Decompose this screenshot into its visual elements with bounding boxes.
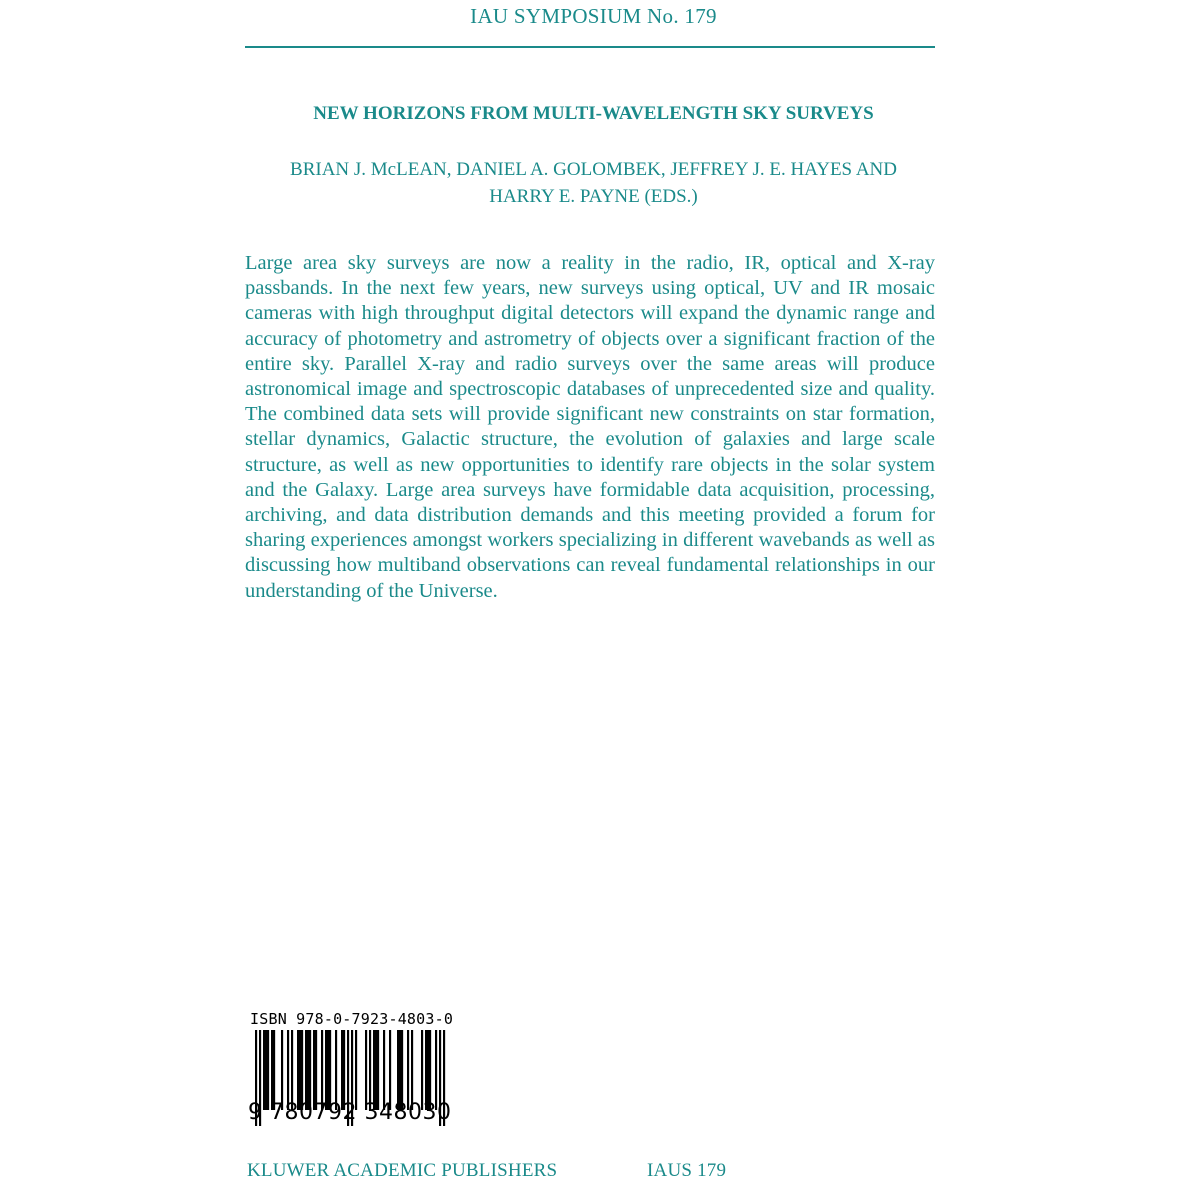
series-title: IAU SYMPOSIUM No. 179: [470, 4, 717, 28]
barcode-bar: [427, 1030, 429, 1110]
barcode-bar: [291, 1030, 293, 1110]
barcode-bar: [399, 1030, 401, 1110]
barcode-bar: [397, 1030, 399, 1110]
barcode-bar: [383, 1030, 385, 1110]
barcode-bar: [271, 1030, 273, 1110]
editors: [0, 156, 1187, 210]
editors-line-1: BRIAN J. McLEAN, DANIEL A. GOLOMBEK, JEFFREY J. E. HAYES AND: [290, 159, 897, 180]
barcode-bar: [307, 1030, 309, 1110]
barcode-bar: [281, 1030, 283, 1110]
barcode-bar: [327, 1030, 329, 1110]
barcode-bar: [355, 1030, 357, 1110]
barcode-bar: [407, 1030, 409, 1110]
barcode-bar: [421, 1030, 423, 1110]
barcode-bar: [377, 1030, 379, 1110]
barcode-bar: [389, 1030, 391, 1110]
barcode-bar: [267, 1030, 269, 1110]
barcode-bar: [265, 1030, 267, 1110]
barcode-bar: [343, 1030, 345, 1110]
publisher-name: KLUWER ACADEMIC PUBLISHERS: [247, 1160, 558, 1181]
barcode-bar: [287, 1030, 289, 1110]
barcode-bar: [321, 1030, 323, 1110]
barcode-bar: [335, 1030, 337, 1110]
barcode-bar: [375, 1030, 377, 1110]
series-code: IAUS 179: [647, 1160, 727, 1181]
barcode-bar: [301, 1030, 303, 1110]
barcode-bar: [297, 1030, 299, 1110]
barcode-bar: [305, 1030, 307, 1110]
barcode-bar: [429, 1030, 431, 1110]
barcode-bar: [435, 1030, 437, 1110]
barcode-bar: [315, 1030, 317, 1110]
abstract-text: Large area sky surveys are now a reality in the radio, IR, optical and X-ray passbands. In the next few years, new surveys using optical, UV and IR mosaic cameras with high throughput digital detectors will expand the dynamic range and accuracy of photometry and astrometry of objects over a significant fraction of the entire sky. Parallel X-ray and radio surveys over the same areas will produce astronomical image and spectroscopic databases of unprecedented size and quality. The combined data sets will provide significant new constraints on star formation, stellar dynamics, Galactic structure, the evolution of galaxies and large scale structure, as well as new opportunities to identify rare objects in the solar system and the Galaxy. Large area surveys have formidable data acquisition, processing, archiving, and data distribution demands and this meeting provided a forum for sharing experiences amongst workers specializing in different wavebands as well as discussing how multiband observations can reveal fundamental relationships in our understanding of the Universe.: [245, 252, 935, 602]
barcode-bar: [411, 1030, 413, 1110]
book-title: NEW HORIZONS FROM MULTI-WAVELENGTH SKY SURVEYS: [313, 103, 874, 124]
barcode-bar: [341, 1030, 343, 1110]
barcode-digits: 9 780792 348030: [248, 1100, 452, 1125]
barcode-bar: [313, 1030, 315, 1110]
barcode-bar: [325, 1030, 327, 1110]
barcode-bar: [299, 1030, 301, 1110]
barcode-bar: [329, 1030, 331, 1110]
barcode-bar: [365, 1030, 367, 1110]
barcode-bar: [401, 1030, 403, 1110]
editors-line-2: HARRY E. PAYNE (EDS.): [489, 186, 698, 207]
barcode-bar: [425, 1030, 427, 1110]
isbn-label: ISBN 978-0-7923-4803-0: [250, 1010, 454, 1028]
barcode-bar: [309, 1030, 311, 1110]
barcode-bar: [273, 1030, 275, 1110]
header-divider: [245, 46, 935, 48]
barcode-bar: [369, 1030, 371, 1110]
barcode-bar: [263, 1030, 265, 1110]
barcode-bar: [373, 1030, 375, 1110]
